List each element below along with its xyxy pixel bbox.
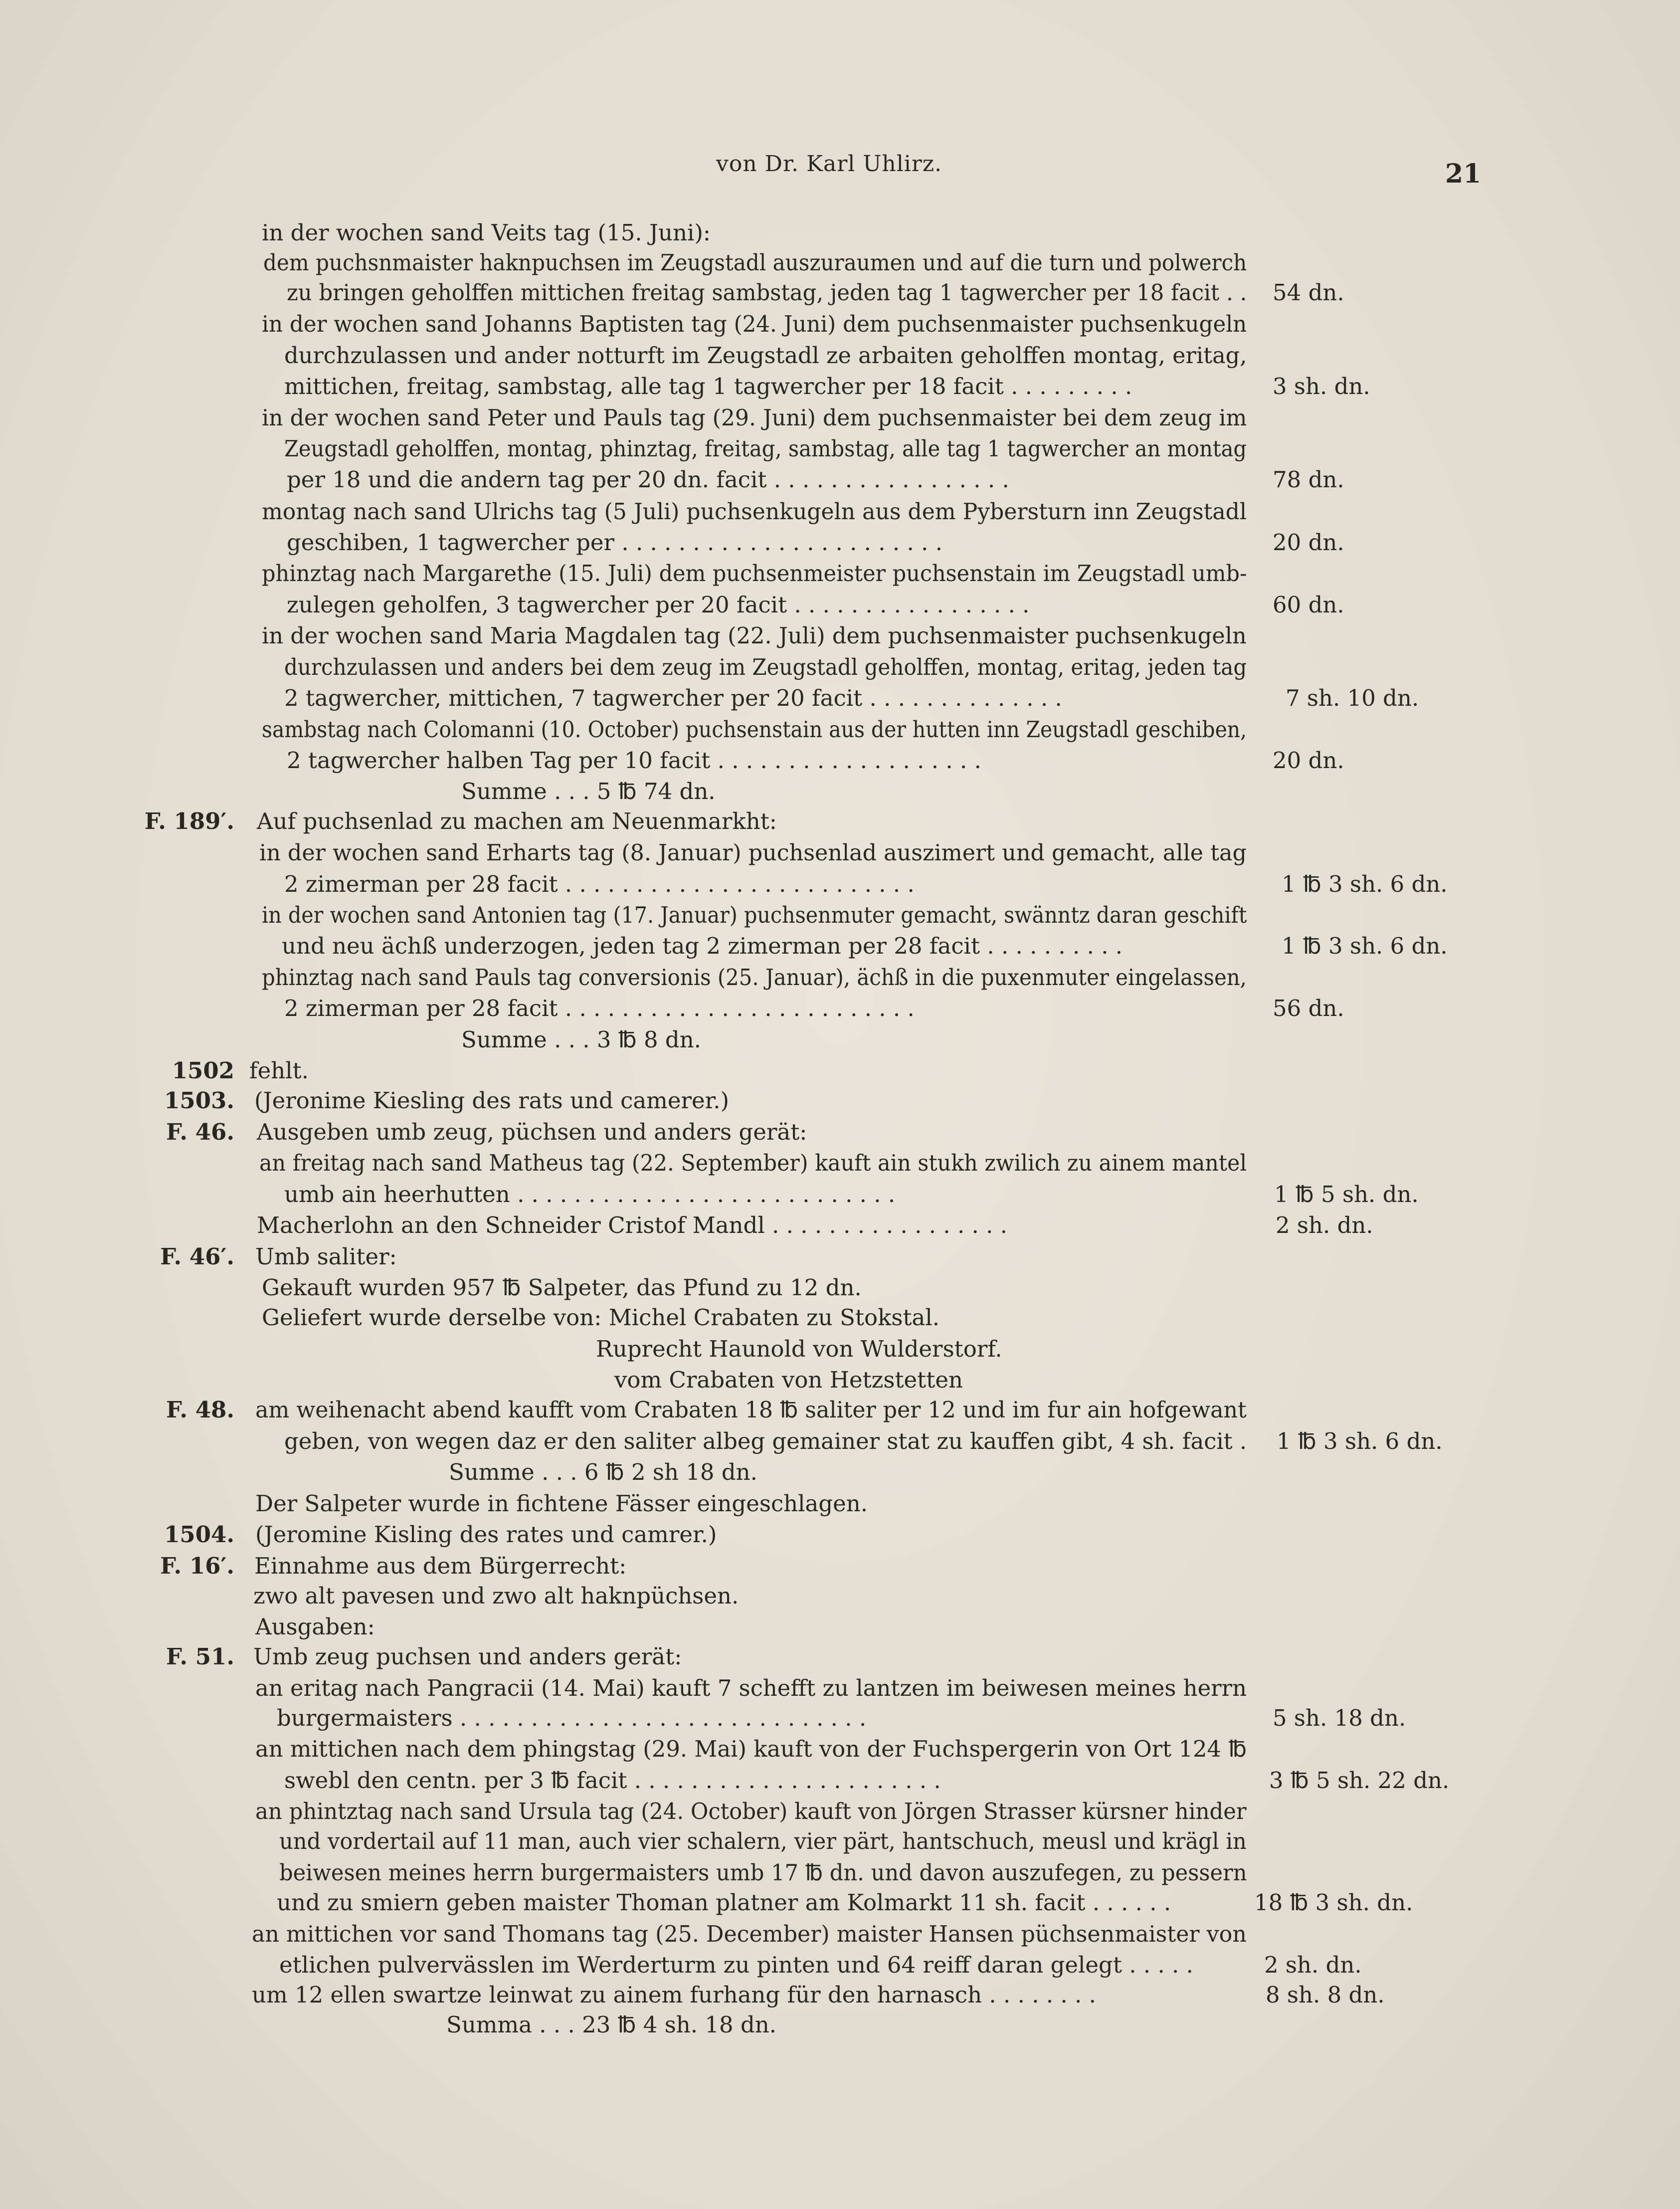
amount: 20 dn.	[1273, 747, 1344, 774]
text-line	[0, 1766, 1680, 1796]
margin-label: 1504.	[164, 1521, 234, 1548]
text-line	[0, 777, 1680, 806]
amount: 1 ℔ 3 sh. 6 dn.	[1277, 1428, 1443, 1454]
text-line	[0, 621, 1680, 651]
text-line	[0, 248, 1680, 278]
text-line	[0, 715, 1680, 745]
line-text: fehlt.	[249, 1057, 309, 1084]
line-text: an phintztag nach sand Ursula tag (24. October) kauft von Jörgen Strasser kürsner hinder	[255, 1798, 1247, 1824]
amount: 60 dn.	[1273, 592, 1344, 618]
text-line	[0, 1303, 1680, 1333]
line-text: umb ain heerhutten . . . . . . . . . . . . . . . . . . . . . . . . . . .	[284, 1181, 896, 1207]
line-text: Gekauft wurden 957 ℔ Salpeter, das Pfund zu 12 dn.	[262, 1274, 862, 1301]
line-text: dem puchsnmaister haknpuchsen im Zeugstadl auszuraumen und auf die turn und polwerch	[263, 249, 1247, 276]
text-line	[0, 869, 1680, 899]
margin-label: F. 189′.	[144, 808, 234, 834]
text-line	[0, 372, 1680, 402]
line-text: swebl den centn. per 3 ℔ facit . . . . . . . . . . . . . . . . . . . . . .	[284, 1767, 941, 1794]
text-line	[0, 746, 1680, 776]
text-line	[0, 1273, 1680, 1303]
margin-label: 1503.	[164, 1087, 234, 1114]
line-text: Ausgaben:	[255, 1613, 375, 1640]
amount: 2 sh. dn.	[1276, 1212, 1373, 1238]
line-text: mittichen, freitag, sambstag, alle tag 1 tagwercher per 18 facit . . . . . . . . .	[284, 373, 1132, 400]
text-line	[0, 1365, 1680, 1395]
text-line	[0, 652, 1680, 682]
amount: 18 ℔ 3 sh. dn.	[1254, 1889, 1413, 1916]
margin-label: F. 16′.	[160, 1553, 234, 1579]
line-text: Summe . . . 3 ℔ 8 dn.	[461, 1026, 701, 1053]
amount: 5 sh. 18 dn.	[1273, 1705, 1406, 1731]
amount: 54 dn.	[1273, 279, 1344, 306]
line-text: Summe . . . 5 ℔ 74 dn.	[461, 778, 716, 804]
text-line	[0, 1426, 1680, 1456]
text-line	[0, 559, 1680, 589]
line-text: Summa . . . 23 ℔ 4 sh. 18 dn.	[446, 2011, 777, 2038]
amount: 56 dn.	[1273, 995, 1344, 1021]
line-text: burgermaisters . . . . . . . . . . . . . . . . . . . . . . . . . . . . .	[277, 1705, 867, 1731]
amount: 3 ℔ 5 sh. 22 dn.	[1269, 1767, 1450, 1794]
text-line	[0, 1117, 1680, 1147]
text-line	[0, 1858, 1680, 1888]
line-text: Umb saliter:	[255, 1243, 397, 1270]
amount: 2 sh. dn.	[1264, 1952, 1362, 1978]
text-line	[0, 1086, 1680, 1116]
line-text: und neu ächß underzogen, jeden tag 2 zimerman per 28 facit . . . . . . . . . .	[282, 933, 1123, 959]
text-line	[0, 931, 1680, 961]
text-line	[0, 1148, 1680, 1178]
text-line	[0, 1919, 1680, 1949]
text-line	[0, 1334, 1680, 1364]
text-line	[0, 528, 1680, 558]
text-line	[0, 590, 1680, 620]
text-line	[0, 1950, 1680, 1980]
text-line	[0, 1056, 1680, 1086]
text-line	[0, 1395, 1680, 1425]
line-text: durchzulassen und anders bei dem zeug im Zeugstadl geholffen, montag, eritag, jeden tag	[284, 654, 1247, 680]
text-line	[0, 1888, 1680, 1918]
line-text: Der Salpeter wurde in fichtene Fässer eingeschlagen.	[255, 1490, 868, 1517]
text-line	[0, 1457, 1680, 1487]
line-text: zu bringen geholffen mittichen freitag sambstag, jeden tag 1 tagwercher per 18 facit . .	[287, 279, 1247, 306]
margin-label: F. 51.	[166, 1643, 234, 1670]
text-line	[0, 465, 1680, 495]
margin-label: 1502	[172, 1057, 234, 1084]
line-text: Ruprecht Haunold von Wulderstorf.	[596, 1336, 1002, 1362]
line-text: zwo alt pavesen und zwo alt haknpüchsen.	[253, 1583, 739, 1609]
line-text: an eritag nach Pangracii (14. Mai) kauft 7 schefft zu lantzen im beiwesen meines herrn	[255, 1675, 1247, 1701]
line-text: 2 zimerman per 28 facit . . . . . . . . . . . . . . . . . . . . . . . . .	[284, 995, 915, 1021]
amount: 1 ℔ 3 sh. 6 dn.	[1282, 871, 1448, 897]
line-text: durchzulassen und ander notturft im Zeugstadl ze arbaiten geholffen montag, eritag,	[284, 342, 1247, 369]
line-text: montag nach sand Ulrichs tag (5 Juli) puchsenkugeln aus dem Pybersturn inn Zeugstadl	[262, 498, 1247, 525]
line-text: Einnahme aus dem Bürgerrecht:	[254, 1553, 627, 1579]
text-line	[0, 341, 1680, 371]
line-text: und zu smiern geben maister Thoman platner am Kolmarkt 11 sh. facit . . . . . .	[277, 1889, 1171, 1916]
text-line	[0, 1826, 1680, 1856]
line-text: an freitag nach sand Matheus tag (22. September) kauft ain stukh zwilich zu ainem mantel	[259, 1150, 1247, 1176]
line-text: und vordertail auf 11 man, auch vier schalern, vier pärt, hantschuch, meusl und krägl in	[279, 1828, 1247, 1854]
text-line	[0, 1210, 1680, 1240]
text-line	[0, 1551, 1680, 1581]
page-number: 21	[1445, 159, 1482, 189]
text-line	[0, 994, 1680, 1023]
text-line	[0, 806, 1680, 836]
margin-label: F. 48.	[166, 1397, 234, 1423]
text-line	[0, 403, 1680, 433]
text-line	[0, 1180, 1680, 1209]
line-text: per 18 und die andern tag per 20 dn. facit . . . . . . . . . . . . . . . . .	[287, 466, 1009, 493]
line-text: beiwesen meines herrn burgermaisters umb 17 ℔ dn. und davon auszufegen, zu pessern	[279, 1859, 1247, 1886]
text-line	[0, 1642, 1680, 1672]
text-line	[0, 900, 1680, 930]
line-text: am weihenacht abend kaufft vom Crabaten 18 ℔ saliter per 12 und im fur ain hofgewant	[255, 1397, 1247, 1423]
text-line	[0, 1673, 1680, 1703]
line-text: Zeugstadl geholffen, montag, phinztag, freitag, sambstag, alle tag 1 tagwercher an montag	[284, 435, 1247, 462]
text-line	[0, 963, 1680, 993]
text-line	[0, 434, 1680, 464]
line-text: 2 tagwercher, mittichen, 7 tagwercher per 20 facit . . . . . . . . . . . . . .	[284, 685, 1062, 711]
text-line	[0, 1980, 1680, 2010]
text-line	[0, 1703, 1680, 1733]
line-text: um 12 ellen swartze leinwat zu ainem furhang für den harnasch . . . . . . . .	[252, 1982, 1096, 2008]
amount: 1 ℔ 3 sh. 6 dn.	[1282, 933, 1448, 959]
line-text: zulegen geholfen, 3 tagwercher per 20 facit . . . . . . . . . . . . . . . . .	[287, 592, 1030, 618]
line-text: an mittichen nach dem phingstag (29. Mai) kauft von der Fuchspergerin von Ort 124 ℔	[255, 1736, 1247, 1762]
line-text: an mittichen vor sand Thomans tag (25. December) maister Hansen püchsenmaister von	[252, 1921, 1247, 1947]
line-text: (Jeromine Kisling des rates und camrer.)	[255, 1521, 717, 1548]
line-text: Ausgeben umb zeug, püchsen und anders gerät:	[257, 1119, 807, 1145]
text-line	[0, 1489, 1680, 1519]
line-text: in der wochen sand Maria Magdalen tag (22. Juli) dem puchsenmaister puchsenkugeln	[262, 622, 1247, 649]
text-line	[0, 683, 1680, 713]
text-line	[0, 218, 1680, 248]
line-text: geben, von wegen daz er den saliter albeg gemainer stat zu kauffen gibt, 4 sh. facit .	[284, 1428, 1247, 1454]
line-text: 2 tagwercher halben Tag per 10 facit . . . . . . . . . . . . . . . . . . .	[287, 747, 981, 774]
amount: 7 sh. 10 dn.	[1286, 685, 1419, 711]
line-text: sambstag nach Colomanni (10. October) puchsenstain aus der hutten inn Zeugstadl geschiben,	[262, 716, 1247, 743]
line-text: in der wochen sand Veits tag (15. Juni):	[262, 219, 711, 246]
amount: 3 sh. dn.	[1273, 373, 1370, 400]
text-line	[0, 1612, 1680, 1642]
margin-label: F. 46.	[166, 1119, 234, 1145]
text-line	[0, 2010, 1680, 2040]
amount: 20 dn.	[1273, 529, 1344, 556]
text-line	[0, 1520, 1680, 1550]
line-text: Umb zeug puchsen und anders gerät:	[253, 1643, 682, 1670]
text-line	[0, 1797, 1680, 1826]
line-text: Geliefert wurde derselbe von: Michel Crabaten zu Stokstal.	[262, 1304, 940, 1331]
text-line	[0, 497, 1680, 527]
text-line	[0, 1242, 1680, 1272]
line-text: geschiben, 1 tagwercher per . . . . . . . . . . . . . . . . . . . . . . .	[287, 529, 943, 556]
line-text: 2 zimerman per 28 facit . . . . . . . . . . . . . . . . . . . . . . . . .	[284, 871, 915, 897]
running-title: von Dr. Karl Uhlirz.	[716, 151, 942, 177]
text-line	[0, 838, 1680, 868]
line-text: phinztag nach Margarethe (15. Juli) dem puchsenmeister puchsenstain im Zeugstadl umb-	[262, 560, 1247, 587]
margin-label: F. 46′.	[160, 1243, 234, 1270]
line-text: etlichen pulvervässlen im Werderturm zu pinten und 64 reiff daran gelegt . . . . .	[279, 1952, 1193, 1978]
text-line	[0, 278, 1680, 308]
line-text: phinztag nach sand Pauls tag conversionis (25. Januar), ächß in die puxenmuter eingelassen,	[262, 964, 1247, 991]
line-text: Auf puchsenlad zu machen am Neuenmarkht:	[257, 808, 777, 834]
line-text: in der wochen sand Peter und Pauls tag (29. Juni) dem puchsenmaister bei dem zeug im	[262, 404, 1247, 431]
amount: 78 dn.	[1273, 466, 1344, 493]
text-line	[0, 309, 1680, 339]
amount: 8 sh. 8 dn.	[1266, 1982, 1385, 2008]
line-text: in der wochen sand Johanns Baptisten tag (24. Juni) dem puchsenmaister puchsenkugeln	[262, 311, 1247, 337]
amount: 1 ℔ 5 sh. dn.	[1274, 1181, 1419, 1207]
line-text: in der wochen sand Erharts tag (8. Januar) puchsenlad auszimert und gemacht, alle tag	[259, 839, 1247, 866]
line-text: (Jeronime Kiesling des rats und camerer.)	[254, 1087, 730, 1114]
line-text: Summe . . . 6 ℔ 2 sh 18 dn.	[449, 1459, 757, 1485]
text-line	[0, 1025, 1680, 1055]
line-text: in der wochen sand Antonien tag (17. Januar) puchsenmuter gemacht, swänntz daran geschift	[262, 902, 1247, 928]
text-line	[0, 1581, 1680, 1611]
text-line	[0, 1734, 1680, 1764]
line-text: Macherlohn an den Schneider Cristof Mandl . . . . . . . . . . . . . . . . .	[257, 1212, 1008, 1238]
line-text: vom Crabaten von Hetzstetten	[614, 1367, 963, 1393]
